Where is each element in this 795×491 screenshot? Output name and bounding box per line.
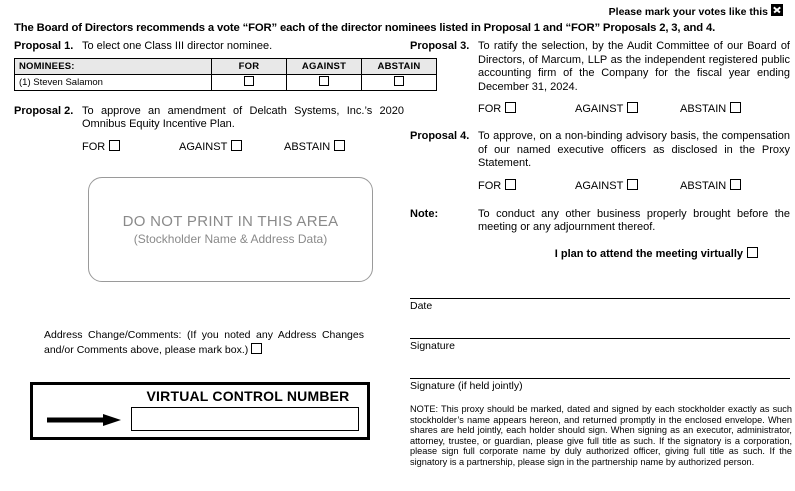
column-header-abstain: ABSTAIN (362, 58, 437, 74)
checkbox-proposal-4-against[interactable] (627, 179, 638, 190)
column-header-against: AGAINST (287, 58, 362, 74)
signature-block (410, 298, 790, 392)
date-spacer (410, 312, 790, 338)
signature-spacer (410, 352, 790, 378)
note-block (410, 208, 790, 235)
proposal-3-text: To ratify the selection, by the Audit Committee of our Board of Directors, of Marcum, LLP as the independent registered public accounting firm of the Company for the fiscal year ending December 31, 2024. (478, 40, 790, 93)
proposal-1-text: To elect one Class III director nominee. (82, 40, 273, 52)
do-not-print-line-1: DO NOT PRINT IN THIS AREA (122, 213, 339, 230)
proposal-4-block (410, 130, 790, 171)
proposal-3-against-label: AGAINST (575, 103, 624, 115)
nominee-name: (1) Steven Salamon (15, 74, 212, 90)
checkbox-proposal-3-for[interactable] (505, 102, 516, 113)
joint-signature-label: Signature (if held jointly) (410, 380, 523, 392)
nominee-for-cell[interactable] (212, 74, 287, 90)
proposal-3-block (410, 40, 790, 94)
proposal-4-against-label: AGAINST (575, 179, 624, 192)
note-label: Note: (410, 207, 439, 220)
virtual-control-number-box (30, 382, 370, 440)
attend-virtually-label: I plan to attend the meeting virtually (554, 247, 743, 260)
proposal-4-abstain-label: ABSTAIN (680, 179, 727, 192)
address-change-text: Address Change/Comments: (If you noted any Address Changes and/or Comments above, please mark box.) (44, 329, 364, 356)
proposal-3-abstain-option[interactable] (680, 102, 741, 115)
proposal-4-for-label: FOR (478, 179, 502, 192)
proposal-2-label: Proposal 2. (14, 104, 74, 117)
proposal-2-text: To approve an amendment of Delcath Systems, Inc.’s 2020 Omnibus Equity Incentive Plan. (82, 104, 404, 130)
note-text: To conduct any other business properly brought before the meeting or any adjournment thereof. (478, 207, 790, 233)
address-change-block (44, 328, 364, 358)
checkbox-proposal-4-abstain[interactable] (730, 179, 741, 190)
signature-line[interactable] (410, 338, 790, 352)
checkbox-proposal-2-for[interactable] (109, 140, 120, 151)
do-not-print-line-2: (Stockholder Name & Address Data) (133, 232, 328, 246)
attend-virtually-row[interactable] (410, 247, 790, 260)
proposal-2-for-label: FOR (82, 140, 106, 153)
proposal-3-for-option[interactable] (478, 102, 575, 115)
checkbox-nominee-against[interactable] (319, 76, 329, 86)
mark-votes-instruction (609, 4, 783, 18)
date-label: Date (410, 300, 433, 312)
proposal-4-text: To approve, on a non-binding advisory basis, the compensation of our named executive officers as disclosed in the Proxy Statement. (478, 130, 790, 169)
checkbox-proposal-3-against[interactable] (627, 102, 638, 113)
nominees-table-header-row (15, 58, 437, 74)
proposal-4-vote-options (410, 179, 790, 192)
nominees-table (14, 58, 437, 91)
proposal-2-against-option[interactable] (179, 140, 284, 153)
mark-votes-label: Please mark your votes like this (608, 6, 768, 18)
proposal-1-block (14, 40, 404, 54)
proposal-2-abstain-label: ABSTAIN (284, 140, 331, 153)
checkbox-address-change[interactable] (251, 343, 262, 354)
date-line[interactable] (410, 298, 790, 312)
table-row (15, 74, 437, 90)
filled-x-checkbox-icon (771, 4, 783, 16)
fine-print-note: NOTE: This proxy should be marked, dated and signed by each stockholder exactly as such stockholder’s name appears hereon, and returned promptly in the enclosed envelope. When shares are held jointly, each holder should sign. When signing as an executor, administrator, attorney, trustee, or guardian, please give full title as such. If the signatory is a corporation, please sign full corporate name by duly authorized officer, giving full title as such. If the signatory is a partnership, please sign in the partnership name by authorized person. (410, 404, 792, 467)
proposal-2-for-option[interactable] (82, 140, 179, 153)
checkbox-nominee-abstain[interactable] (394, 76, 404, 86)
proposal-4-label: Proposal 4. (410, 130, 470, 142)
proposal-2-vote-options (14, 140, 404, 153)
proposal-3-label: Proposal 3. (410, 40, 470, 52)
proposal-2-against-label: AGAINST (179, 140, 228, 153)
proposal-4-against-option[interactable] (575, 179, 680, 192)
do-not-print-area (88, 177, 373, 282)
proposal-3-vote-options (410, 102, 790, 115)
checkbox-attend-virtually[interactable] (747, 247, 758, 258)
checkbox-nominee-for[interactable] (244, 76, 254, 86)
proposal-3-for-label: FOR (478, 103, 502, 115)
virtual-control-number-title: VIRTUAL CONTROL NUMBER (146, 388, 350, 404)
proposal-3-abstain-label: ABSTAIN (680, 103, 727, 115)
column-header-nominees: NOMINEES: (15, 58, 212, 74)
checkbox-proposal-2-abstain[interactable] (334, 140, 345, 151)
board-recommendation-text: The Board of Directors recommends a vote “FOR” each of the director nominees listed in Proposal 1 and “FOR” Proposals 2, 3, and 4. (14, 22, 716, 34)
left-column (14, 40, 421, 153)
signature-label: Signature (410, 340, 455, 352)
checkbox-proposal-3-abstain[interactable] (730, 102, 741, 113)
checkbox-proposal-4-for[interactable] (505, 179, 516, 190)
right-arrow-icon (47, 414, 121, 426)
right-column (410, 40, 790, 260)
proposal-4-abstain-option[interactable] (680, 179, 741, 192)
checkbox-proposal-2-against[interactable] (231, 140, 242, 151)
proposal-1-label: Proposal 1. (14, 40, 74, 52)
column-header-for: FOR (212, 58, 287, 74)
proposal-4-for-option[interactable] (478, 179, 575, 192)
proposal-2-abstain-option[interactable] (284, 140, 345, 153)
nominee-against-cell[interactable] (287, 74, 362, 90)
proposal-3-against-option[interactable] (575, 102, 680, 115)
joint-signature-line[interactable] (410, 378, 790, 392)
virtual-control-number-input[interactable] (131, 407, 359, 431)
proposal-2-block (14, 105, 404, 132)
